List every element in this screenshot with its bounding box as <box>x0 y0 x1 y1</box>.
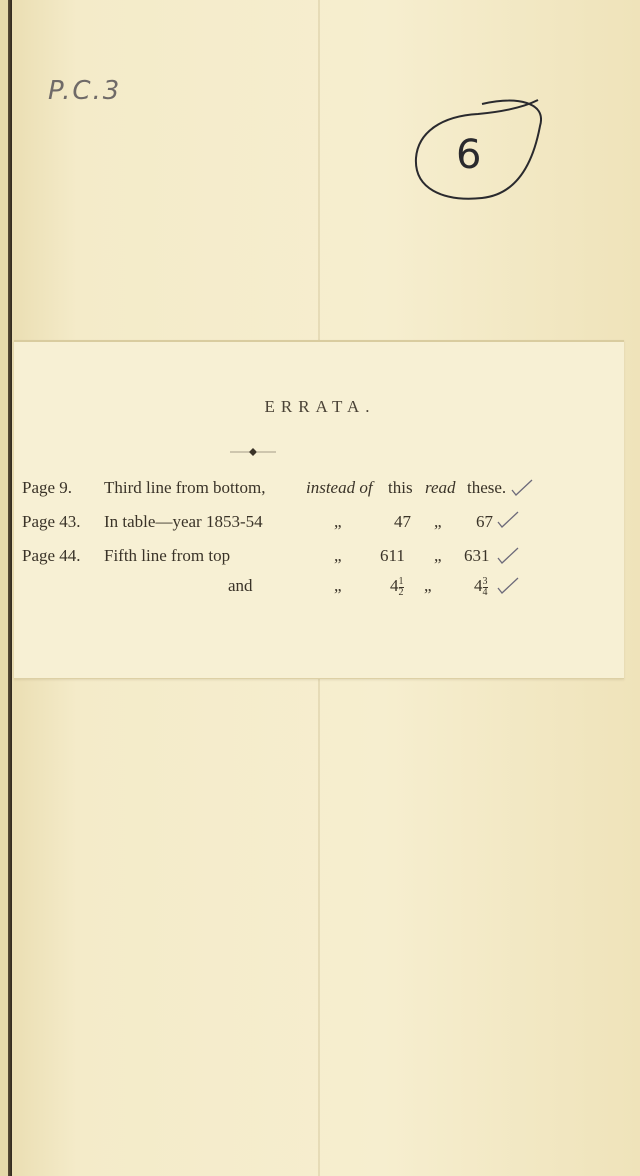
row-description: Fifth line from top <box>104 546 231 565</box>
binding-edge <box>8 0 12 1176</box>
ornament-divider <box>228 446 278 458</box>
these-word: these. <box>467 478 507 497</box>
circled-number <box>412 96 542 200</box>
circled-number-text: 6 <box>456 132 482 178</box>
instead-of-label: instead of <box>306 478 373 497</box>
old-value: 611 <box>380 546 405 565</box>
new-denominator: 4 <box>482 586 488 598</box>
pencil-note: P.C.3 <box>48 76 122 106</box>
this-word: this <box>388 478 413 497</box>
new-fraction <box>483 577 488 598</box>
row-description: Third line from bottom, <box>104 478 266 497</box>
old-whole: 4 <box>390 576 399 595</box>
ditto-mark: „ <box>424 576 432 595</box>
check-mark-icon <box>496 546 520 573</box>
old-numerator: 1 <box>398 575 404 587</box>
new-numerator: 3 <box>482 575 488 587</box>
new-value: 631 <box>464 546 490 565</box>
page-ref: Page 9. <box>22 478 73 497</box>
circle-mark <box>412 96 542 200</box>
ditto-mark: „ <box>334 512 342 531</box>
read-label: read <box>425 478 456 497</box>
old-fraction <box>399 577 404 598</box>
new-value: 67 <box>476 512 493 531</box>
check-mark-icon <box>496 510 520 537</box>
old-value <box>390 574 404 598</box>
page-ref: Page 43. <box>22 512 81 531</box>
check-mark-icon <box>496 576 520 603</box>
errata-title: ERRATA. <box>264 397 376 416</box>
ditto-mark: „ <box>334 546 342 565</box>
ditto-mark: „ <box>334 576 342 595</box>
row-description: In table—year 1853-54 <box>104 512 263 531</box>
old-value: 47 <box>394 512 411 531</box>
row-description: and <box>228 576 253 595</box>
new-whole: 4 <box>474 576 483 595</box>
old-denominator: 2 <box>398 586 404 598</box>
new-value <box>474 574 488 598</box>
ditto-mark: „ <box>434 546 442 565</box>
page-edge <box>0 0 8 1176</box>
page-ref: Page 44. <box>22 546 81 565</box>
ditto-mark: „ <box>434 512 442 531</box>
check-mark-icon <box>510 478 534 505</box>
